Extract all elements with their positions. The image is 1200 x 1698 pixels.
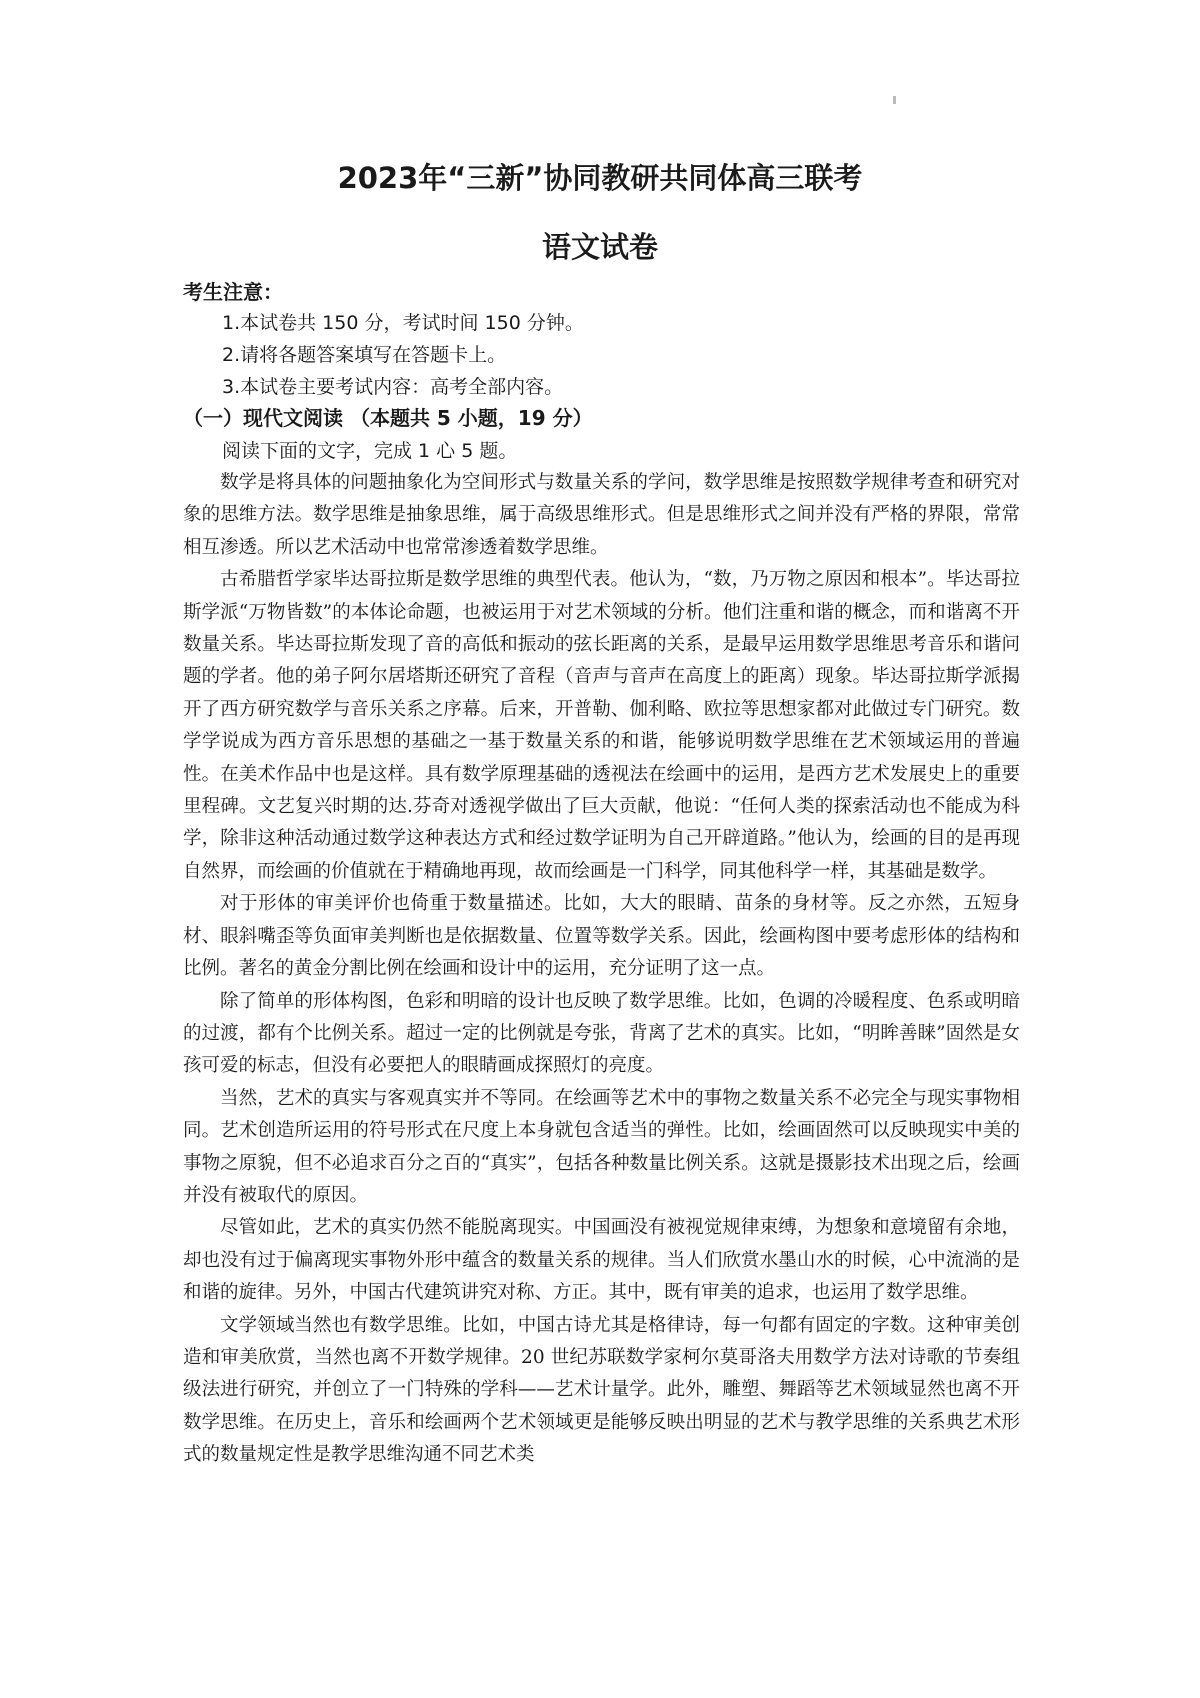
notice-item: 3.本试卷主要考试内容：高考全部内容。 [222, 376, 564, 398]
section-heading: （一）现代文阅读 （本题共 5 小题，19 分） [183, 406, 593, 430]
reading-passage [183, 467, 1020, 1472]
notice-item: 2.请将各题答案填写在答题卡上。 [222, 344, 507, 366]
subject-title: 语文试卷 [541, 230, 658, 264]
notice-list [222, 307, 584, 403]
passage-paragraph: 文学领域当然也有数学思维。比如，中国古诗尤其是格律诗，每一句都有固定的字数。这种审美创造和审美欣赏，当然也离不开数学规律。20 世纪苏联数学家柯尔莫哥洛夫用数学方法对诗歌的节奏组级法进行研究，并创立了一门特殊的学科——艺术计量学。此外，雕塑、舞蹈等艺术领域显然也离不开数学思维。在历史上，音乐和绘画两个艺术领域更是能够反映出明显的艺术与教学思维的关系典艺术形式的数量规定性是教学思维沟通不同艺术类 [183, 1314, 1020, 1466]
passage-paragraph: 尽管如此，艺术的真实仍然不能脱离现实。中国画没有被视觉规律束缚，为想象和意境留有余地，却也没有过于偏离现实事物外形中蕴含的数量关系的规律。当人们欣赏水墨山水的时候，心中流淌的是和谐的旋律。另外，中国古代建筑讲究对称、方正。其中，既有审美的追求，也运用了数学思维。 [183, 1217, 1020, 1304]
scan-mark [893, 96, 896, 104]
passage-paragraph: 对于形体的审美评价也倚重于数量描述。比如，大大的眼睛、苗条的身材等。反之亦然，五短身材、眼斜嘴歪等负面审美判断也是依据数量、位置等数学关系。因此，绘画构图中要考虑形体的结构和比例。著名的黄金分割比例在绘画和设计中的运用，充分证明了这一点。 [183, 893, 1020, 980]
notice-item: 1.本试卷共 150 分，考试时间 150 分钟。 [222, 312, 584, 334]
passage-paragraph: 古希腊哲学家毕达哥拉斯是数学思维的典型代表。他认为，“数，乃万物之原因和根本”。毕达哥拉斯学派“万物皆数”的本体论命题，也被运用于对艺术领域的分析。他们注重和谐的概念，而和谐离不开数量关系。毕达哥拉斯发现了音的高低和振动的弦长距离的关系，是最早运用数学思维思考音乐和谐问题的学者。他的弟子阿尔居塔斯还研究了音程（音声与音声在高度上的距离）现象。毕达哥拉斯学派揭开了西方研究数学与音乐关系之序幕。后来，开普勒、伽利略、欧拉等思想家都对此做过专门研究。数学学说成为西方音乐思想的基础之一基于数量关系的和谐，能够说明数学思维在艺术领域运用的普遍性。在美术作品中也是这样。具有数学原理基础的透视法在绘画中的运用，是西方艺术发展史上的重要里程碑。文艺复兴时期的达.芬奇对透视学做出了巨大贡献，他说：“任何人类的探索活动也不能成为科学，除非这种活动通过数学这种表达方式和经过数学证明为自己开辟道路。”他认为，绘画的目的是再现自然界，而绘画的价值就在于精确地再现，故而绘画是一门科学，同其他科学一样，其基础是数学。 [183, 569, 1020, 882]
notice-heading: 考生注意： [183, 280, 283, 304]
passage-paragraph: 除了简单的形体构图，色彩和明暗的设计也反映了数学思维。比如，色调的冷暖程度、色系或明暗的过渡，都有个比例关系。超过一定的比例就是夸张，背离了艺术的真实。比如，“明眸善睐”固然是女孩可爱的标志，但没有必要把人的眼睛画成探照灯的亮度。 [183, 990, 1020, 1077]
passage-paragraph: 当然，艺术的真实与客观真实并不等同。在绘画等艺术中的事物之数量关系不必完全与现实事物相同。艺术创造所运用的符号形式在尺度上本身就包含适当的弹性。比如，绘画固然可以反映现实中美的事物之原貌，但不必追求百分之百的“真实”，包括各种数量比例关系。这就是摄影技术出现之后，绘画并没有被取代的原因。 [183, 1087, 1020, 1206]
reading-instruction: 阅读下面的文字，完成 1 心 5 题。 [222, 440, 518, 462]
passage-paragraph: 数学是将具体的问题抽象化为空间形式与数量关系的学问，数学思维是按照数学规律考查和研究对象的思维方法。数学思维是抽象思维，属于高级思维形式。但是思维形式之间并没有严格的界限，常常相互渗透。所以艺术活动中也常常渗透着数学思维。 [183, 472, 1020, 558]
exam-title: 2023年“三新”协同教研共同体高三联考 [337, 161, 863, 195]
